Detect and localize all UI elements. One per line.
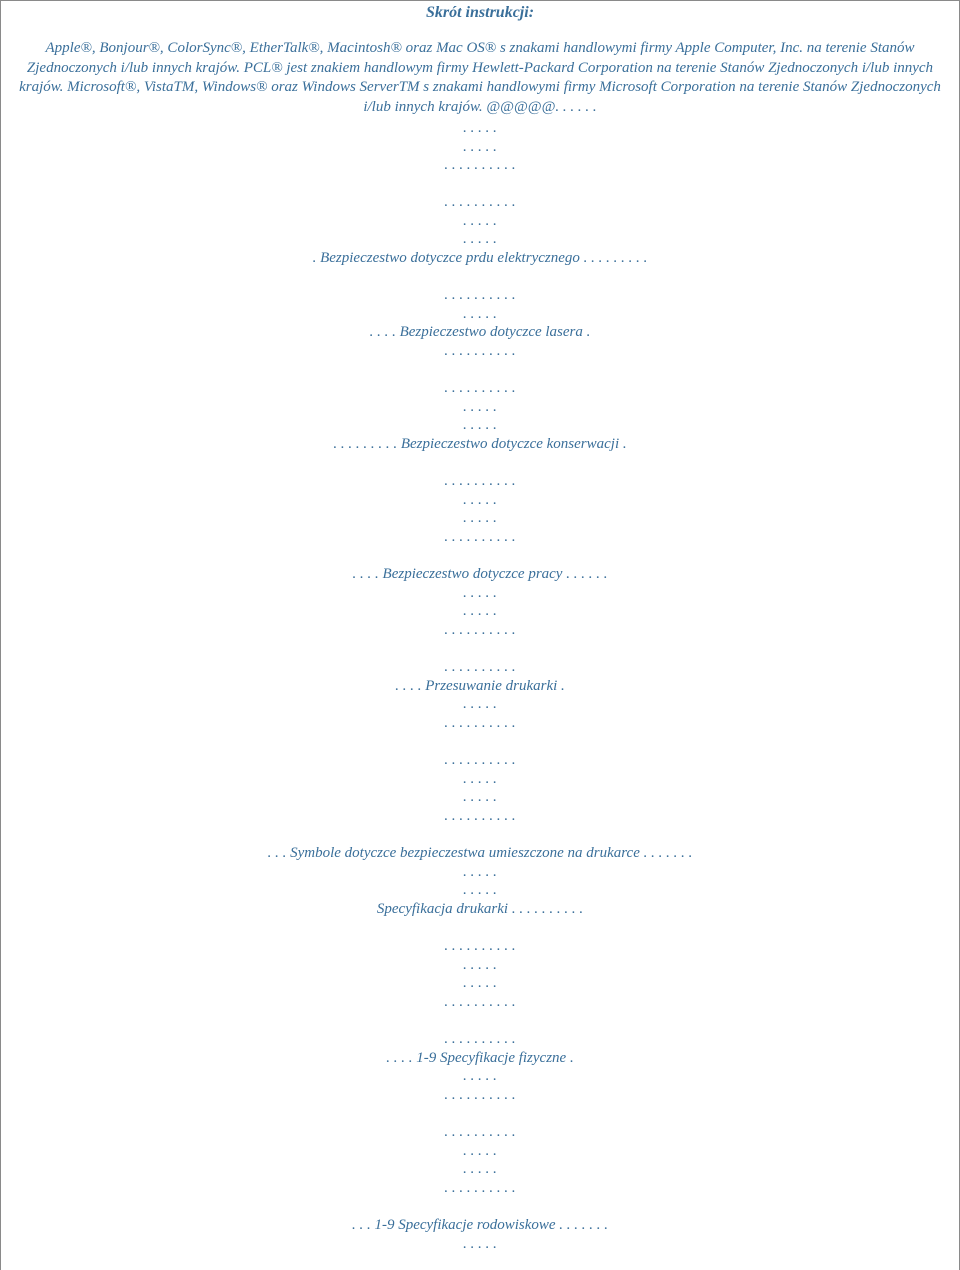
- trademark-notice: Apple®, Bonjour®, ColorSync®, EtherTalk®, Macintosh® oraz Mac OS® s znakami handlowymi firmy Apple Computer, Inc. na terenie Stanów Zjednoczonych i/lub innych krajów. PCL® jest znakiem handlowym firmy Hewlett-Packard Corporation na terenie Stanów Zjednoczonych i/lub innych krajów. Microsoft®, VistaTM, Windows® oraz Windows ServerTM s znakami handlowymi firmy Microsoft Corporation na terenie Stanów Zjednoczonych i/lub innych krajów. @@@@@. . . . . .: [19, 40, 941, 115]
- toc-line: . . . . . . . . . .: [444, 659, 516, 675]
- toc-entry-printer-specification: Specyfikacja drukarki . . . . . . . . . .: [376, 901, 584, 917]
- toc-line: . . . . .: [463, 139, 497, 155]
- toc-entry-maintenance-safety: . . . . . . . . . Bezpieczestwo dotyczce konserwacji .: [333, 436, 627, 452]
- toc-line: . . . . . . . . . .: [444, 1031, 516, 1047]
- toc-entry-environmental-specs: . . . 1-9 Specyfikacje rodowiskowe . . . . . . .: [351, 1217, 609, 1233]
- document-title: Skrót instrukcji:: [425, 4, 535, 21]
- toc-line: . . . . .: [463, 882, 497, 898]
- toc-line: . . . . .: [463, 789, 497, 805]
- toc-line: . . . . .: [463, 1068, 497, 1084]
- toc-line: . . . . .: [463, 399, 497, 415]
- toc-line: . . . . .: [463, 585, 497, 601]
- toc-line: . . . . .: [463, 492, 497, 508]
- toc-line: . . . . . . . . . .: [444, 380, 516, 396]
- toc-entry-physical-specs: . . . . 1-9 Specyfikacje fizyczne .: [386, 1050, 574, 1066]
- toc-line: . . . . . . . . . .: [444, 994, 516, 1010]
- toc-line: . . . . .: [463, 417, 497, 433]
- toc-entry-laser-safety: . . . . Bezpieczestwo dotyczce lasera .: [369, 324, 591, 340]
- toc-line: . . . . .: [463, 957, 497, 973]
- toc-line: . . . . .: [463, 1236, 497, 1252]
- toc-line: . . . . . . . . . .: [444, 1087, 516, 1103]
- toc-line: . . . . .: [463, 975, 497, 991]
- toc-line: . . . . .: [463, 1143, 497, 1159]
- toc-entry-operational-safety: . . . . Bezpieczestwo dotyczce pracy . . . . . .: [352, 566, 608, 582]
- toc-entry-moving-printer: . . . . Przesuwanie drukarki .: [395, 678, 565, 694]
- toc-entry-safety-symbols: . . . Symbole dotyczce bezpieczestwa umieszczone na drukarce . . . . . . .: [267, 845, 693, 861]
- toc-line: . . . . . . . . . .: [444, 715, 516, 731]
- toc-line: . . . . .: [463, 1161, 497, 1177]
- toc-line: . . . . . . . . . .: [444, 529, 516, 545]
- toc-line: . . . . .: [463, 120, 497, 136]
- toc-line: . . . . . . . . . .: [444, 287, 516, 303]
- toc-line: . . . . .: [463, 306, 497, 322]
- toc-line: . . . . . . . . . .: [444, 1180, 516, 1196]
- toc-line: . . . . . . . . . .: [444, 938, 516, 954]
- toc-line: . . . . . . . . . .: [444, 1124, 516, 1140]
- toc-line: . . . . . . . . . .: [444, 622, 516, 638]
- toc-line: . . . . .: [463, 864, 497, 880]
- toc-line: . . . . . . . . . .: [444, 808, 516, 824]
- toc-line: . . . . . . . . . .: [444, 157, 516, 173]
- toc-line: . . . . . . . . . .: [444, 752, 516, 768]
- toc-line: . . . . . . . . . .: [444, 473, 516, 489]
- toc-line: . . . . .: [463, 231, 497, 247]
- toc-line: . . . . .: [463, 603, 497, 619]
- toc-line: . . . . .: [463, 771, 497, 787]
- toc-line: . . . . . . . . . .: [444, 194, 516, 210]
- toc-line: . . . . .: [463, 510, 497, 526]
- toc-line: . . . . .: [463, 696, 497, 712]
- toc-entry-electrical-safety: . Bezpieczestwo dotyczce prdu elektrycznego . . . . . . . . .: [312, 250, 648, 266]
- toc-line: . . . . .: [463, 213, 497, 229]
- toc-line: . . . . . . . . . .: [444, 343, 516, 359]
